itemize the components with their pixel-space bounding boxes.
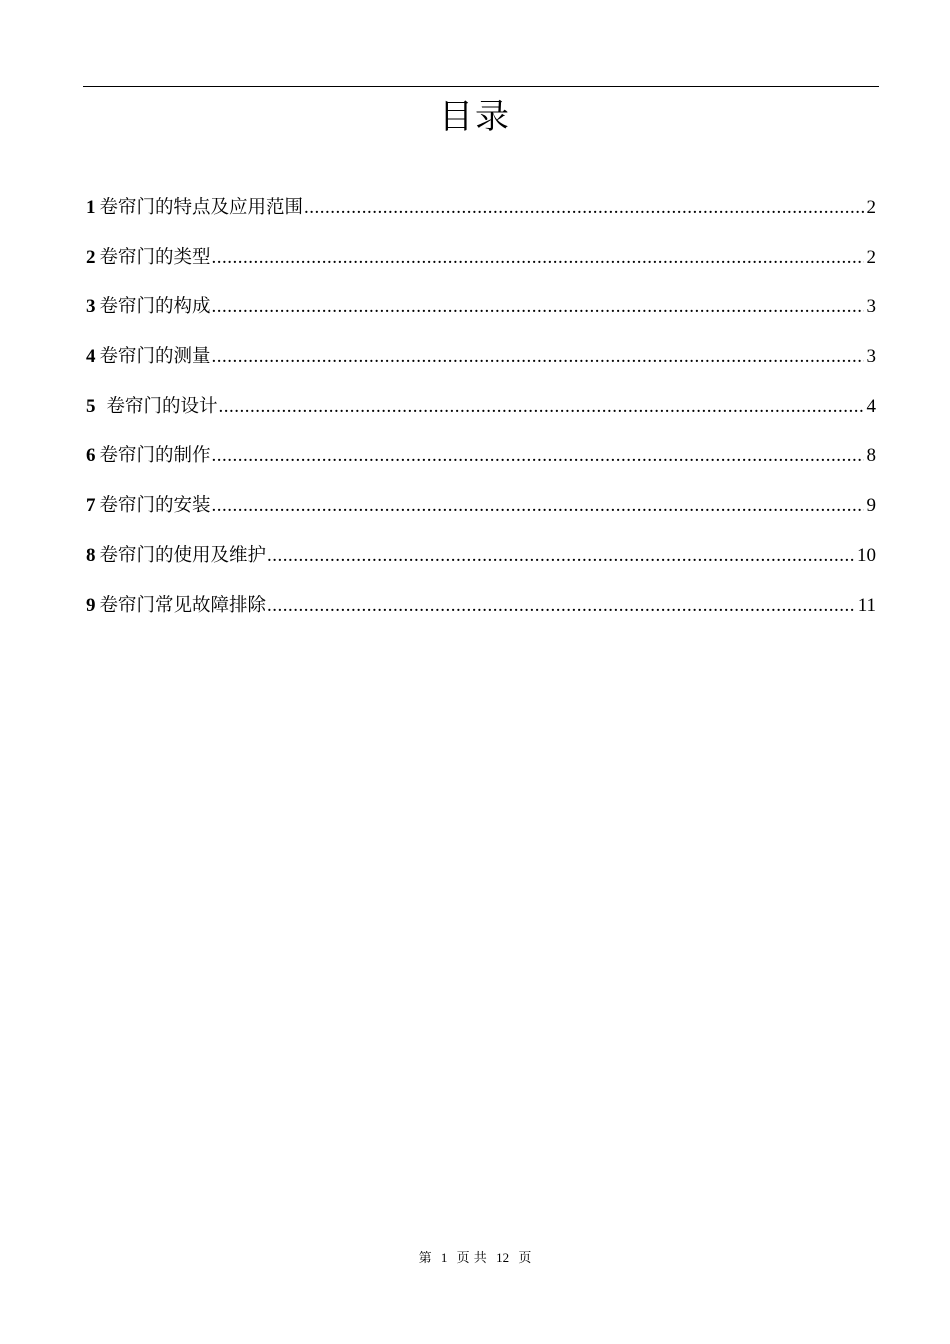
toc-entry-page: 3: [866, 296, 876, 318]
toc-entry-number: 1: [86, 197, 96, 218]
toc-dot-leader: [212, 490, 864, 522]
toc-entry[interactable]: [86, 291, 876, 341]
toc-entry[interactable]: [86, 540, 876, 590]
toc-entry-page: 9: [866, 495, 876, 517]
toc-entry-title: 卷帘门的类型: [99, 246, 211, 268]
toc-entry-title: 卷帘门的特点及应用范围: [99, 197, 304, 218]
toc-entry-number: 8: [86, 544, 96, 566]
toc-entry[interactable]: [86, 192, 876, 242]
page-title: 目录: [439, 96, 511, 137]
toc-entry-title: 卷帘门的设计: [106, 395, 218, 417]
footer-suffix: 页: [518, 1251, 532, 1266]
toc-entry-number: 7: [86, 495, 96, 517]
toc-entry-page: 11: [857, 594, 876, 616]
toc-entry-title: 卷帘门的制作: [99, 445, 211, 467]
toc-entry-number: 3: [86, 296, 96, 318]
toc-entry-page: 4: [866, 395, 876, 417]
toc-entry-number: 6: [86, 445, 96, 467]
toc-entry[interactable]: [86, 440, 876, 490]
toc-entry-page: 2: [866, 197, 876, 218]
toc-entry[interactable]: [86, 341, 876, 391]
toc-dot-leader: [219, 391, 864, 423]
toc-entry-title: 卷帘门的使用及维护: [99, 544, 267, 566]
footer-total-pages: 12: [496, 1250, 510, 1265]
page-footer: [0, 1249, 950, 1268]
toc-dot-leader: [212, 341, 864, 373]
toc-entry-number: 9: [86, 594, 96, 616]
toc-dot-leader: [212, 440, 864, 472]
footer-prefix: 第: [418, 1251, 432, 1266]
toc-entry-page: 2: [866, 246, 876, 268]
toc-entry-page: 3: [866, 346, 876, 368]
toc-entry-title: 卷帘门的测量: [99, 346, 211, 368]
toc-dot-leader: [267, 590, 855, 622]
toc-dot-leader: [212, 242, 864, 274]
toc-entry-number: 5: [86, 395, 96, 417]
header-rule: [83, 86, 879, 87]
footer-middle: 页 共: [456, 1251, 487, 1266]
toc-entry-page: 10: [857, 544, 876, 566]
toc-entry-page: 8: [866, 445, 876, 467]
toc-dot-leader: [267, 540, 854, 572]
toc-dot-leader: [212, 291, 864, 323]
toc-entry-number: 2: [86, 246, 96, 268]
toc-dot-leader: [304, 192, 863, 224]
toc-entry-title: 卷帘门的构成: [99, 296, 211, 318]
toc-entry-title: 卷帘门的安装: [99, 495, 211, 517]
toc-entry[interactable]: [86, 590, 876, 640]
toc-entry[interactable]: [86, 391, 876, 441]
footer-current-page: 1: [440, 1250, 448, 1265]
toc-entry[interactable]: [86, 242, 876, 292]
table-of-contents: [86, 192, 876, 639]
toc-entry-title: 卷帘门常见故障排除: [99, 594, 267, 616]
toc-entry[interactable]: [86, 490, 876, 540]
toc-entry-number: 4: [86, 346, 96, 368]
